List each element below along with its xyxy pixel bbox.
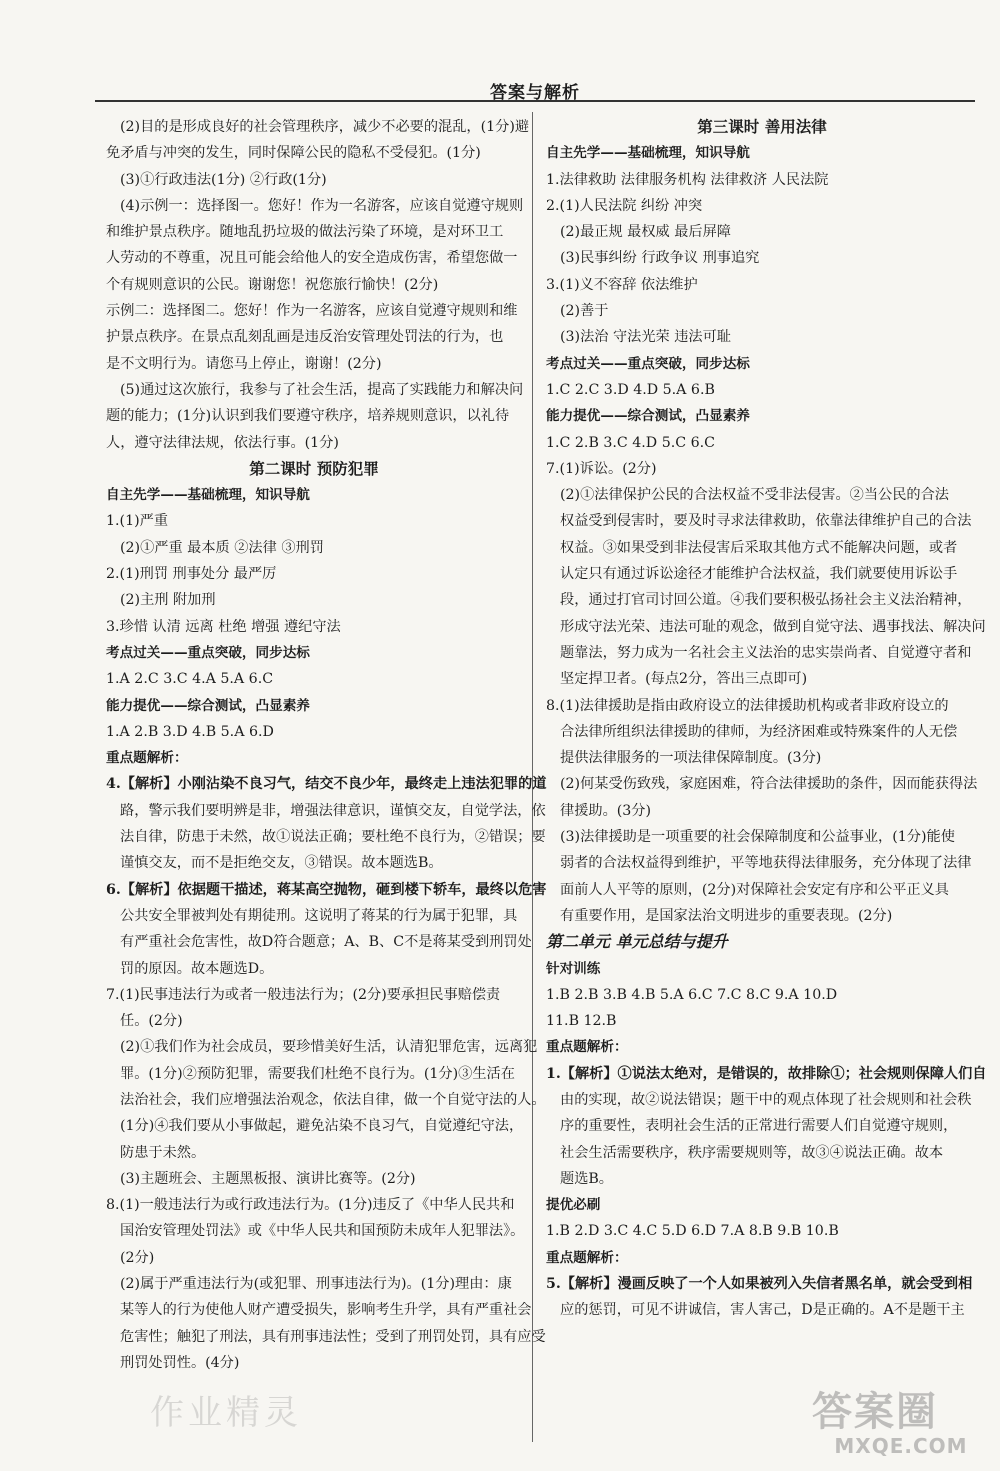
header-title: 答案与解析 [490,83,580,103]
text-line: 合法律所组织法律援助的律师，为经济困难或特殊案件的人无偿 [560,723,958,740]
text-line: 个有规则意识的公民。谢谢您！祝您旅行愉快！(2分) [106,276,439,293]
text-line: 危害性；触犯了刑法，具有刑事违法性；受到了刑罚处罚，具有应受 [120,1328,546,1345]
text-line: 第三课时 善用法律 [697,118,827,136]
text-line: 1.C 2.C 3.D 4.D 5.A 6.B [546,381,715,398]
text-line: 1.B 2.B 3.B 4.B 5.A 6.C 7.C 8.C 9.A 10.D [546,986,838,1003]
text-line: 第二单元 单元总结与提升 [546,932,728,952]
text-line: (2)目的是形成良好的社会管理秩序，减少不必要的混乱，(1分)避 [120,119,530,135]
text-line: (1分)④我们要从小事做起，避免沾染不良习气，自觉遵纪守法， [120,1118,524,1135]
text-line: (2)善于 [560,303,609,320]
text-line: 重点题解析： [106,750,188,767]
text-line: 2.(1)人民法院 纠纷 冲突 [546,197,703,214]
text-line: 5.【解析】漫画反映了一个人如果被列入失信者黑名单，就会受到相 [546,1276,973,1293]
text-line: (3)法治 守法光荣 违法可耻 [560,329,731,346]
text-line: (2)何某受伤致残，家庭困难，符合法律援助的条件，因而能获得法 [560,776,978,793]
text-line: 人，遵守法律法规，依法行事。(1分) [106,434,339,451]
text-line: 考点过关——重点突破，同步达标 [106,644,310,661]
watermark-logo [812,1390,990,1466]
text-line: 示例二：选择图二。您好！作为一名游客，应该自觉遵守规则和维 [106,303,518,320]
text-line: 权益。③如果受到非法侵害后采取其他方式不能解决问题，或者 [560,539,958,556]
text-line: 1.【解析】①说法太绝对，是错误的，故排除①；社会规则保障人们自 [546,1065,987,1082]
text-line: 认定只有通过诉讼途径才能维护合法权益，我们就要使用诉讼手 [560,566,958,583]
text-line: 重点题解析： [546,1249,628,1266]
text-line: 1.A 2.B 3.D 4.B 5.A 6.D [106,723,274,740]
text-line: 国治安管理处罚法》或《中华人民共和国预防未成年人犯罪法》。 [120,1223,525,1240]
text-line: 第二课时 预防犯罪 [249,459,379,478]
text-line: 法治社会，我们应增强法治观念，依法自律，做一个自觉守法的人。 [120,1091,546,1108]
text-line: 和维护景点秩序。随地乱扔垃圾的做法污染了环境，是对环卫工 [106,224,504,241]
text-line: 人劳动的不尊重，况且可能会给他人的安全造成伤害，希望您做一 [106,250,518,267]
text-line: 法自律，防患于未然，故①说法正确；要杜绝不良行为，②错误；要 [120,829,546,846]
text-line: 7.(1)民事违法行为或者一般违法行为；(2分)要承担民事赔偿责 [106,986,501,1003]
text-line: 提优必刷 [546,1197,601,1214]
text-line: 有严重社会危害性，故D符合题意；A、B、C不是蒋某受到刑罚处 [120,934,532,951]
text-line: 罚的原因。故本题选D。 [120,960,274,977]
text-line: 有重要作用，是国家法治文明进步的重要表现。(2分) [560,907,893,924]
text-line: (2)①法律保护公民的合法权益不受非法侵害。②当公民的合法 [560,487,949,504]
text-line: (3)①行政违法(1分) ②行政(1分) [120,171,327,188]
text-line: (2)主刑 附加刑 [120,592,216,609]
text-line: 防患于未然。 [120,1144,206,1161]
text-line: (2)①严重 最本质 ②法律 ③刑罚 [120,539,324,556]
text-line: 针对训练 [546,960,601,977]
text-line: 4.【解析】小刚沾染不良习气，结交不良少年，最终走上违法犯罪的道 [106,776,547,793]
page-header [95,78,975,102]
text-line: (5)通过这次旅行，我参与了社会生活，提高了实践能力和解决问 [120,381,524,398]
text-line: (3)法律援助是一项重要的社会保障制度和公益事业，(1分)能使 [560,829,955,846]
text-line: 谨慎交友，而不是拒绝交友，③错误。故本题选B。 [120,855,443,872]
text-line: 任。(2分) [120,1013,183,1030]
text-line: 题靠法，努力成为一名社会主义法治的忠实崇尚者、自觉遵守者和 [560,644,972,661]
text-line: 护景点秩序。在景点乱刻乱画是违反治安管理处罚法的行为，也 [106,329,504,346]
text-line: 题的能力；(1分)认识到我们要遵守秩序，培养规则意识，以礼待 [106,408,510,425]
text-line: (2分) [120,1249,155,1266]
text-line: 1.(1)严重 [106,513,169,530]
text-line: 考点过关——重点突破，同步达标 [546,355,750,372]
right-column [546,114,987,1324]
text-line: 1.C 2.B 3.C 4.D 5.C 6.C [546,434,715,451]
text-line: 3.珍惜 认清 远离 杜绝 增强 遵纪守法 [106,618,341,635]
text-line: 面前人人平等的原则，(2分)对保障社会安定有序和公平正义具 [560,881,949,898]
watermark-text: 作业精灵 [150,1393,302,1433]
text-line: 8.(1)一般违法行为或行政违法行为。(1分)违反了《中华人民共和 [106,1197,515,1214]
text-line: 权益受到侵害时，要及时寻求法律救助，依靠法律维护自己的合法 [560,513,972,530]
text-line: 由的实现，故②说法错误；题干中的观点体现了社会规则和社会秩 [560,1091,972,1108]
text-line: (3)民事纠纷 行政争议 刑事追究 [560,250,760,267]
text-line: 公共安全罪被判处有期徒刑。这说明了蒋某的行为属于犯罪，具 [120,907,518,924]
text-line: 坚定捍卫者。(每点2分，答出三点即可) [560,671,808,688]
text-line: 11.B 12.B [546,1013,617,1030]
text-line: 自主先学——基础梳理，知识导航 [546,145,750,162]
watermark-logo-title: 答案圈 [812,1389,938,1435]
text-line: 1.B 2.D 3.C 4.C 5.D 6.D 7.A 8.B 9.B 10.B [546,1223,839,1240]
text-line: 1.A 2.C 3.C 4.A 5.A 6.C [106,671,274,688]
text-line: (3)主题班会、主题黑板报、演讲比赛等。(2分) [120,1170,416,1187]
text-line: 路，警示我们要明辨是非，增强法律意识，谨慎交友，自觉学法，依 [120,802,546,819]
text-line: 能力提优——综合测试，凸显素养 [106,697,310,714]
text-line: 刑罚处罚性。(4分) [120,1354,240,1371]
text-line: 8.(1)法律援助是指由政府设立的法律援助机构或者非政府设立的 [546,697,949,714]
text-line: (2)①我们作为社会成员，要珍惜美好生活，认清犯罪危害，远离犯 [120,1039,538,1056]
text-line: 7.(1)诉讼。(2分) [546,460,657,477]
text-line: 3.(1)义不容辞 依法维护 [546,276,698,293]
text-line: (4)示例一：选择图一。您好！作为一名游客，应该自觉遵守规则 [120,197,524,214]
text-line: 提供法律服务的一项法律保障制度。(3分) [560,750,822,767]
text-line: 1.法律救助 法律服务机构 法律救济 人民法院 [546,171,829,188]
text-line: 2.(1)刑罚 刑事处分 最严厉 [106,566,277,583]
text-line: 某等人的行为使他人财产遭受损失，影响考生升学，具有严重社会 [120,1302,532,1319]
text-line: (2)最正规 最权威 最后屏障 [560,224,731,241]
text-line: 形成守法光荣、违法可耻的观念，做到自觉守法、遇事找法、解决问 [560,618,986,635]
text-line: 序的重要性，表明社会生活的正常进行需要人们自觉遵守规则， [560,1118,958,1135]
text-line: 社会生活需要秩序，秩序需要规则等，故③④说法正确。故本 [560,1144,944,1161]
text-line: 重点题解析： [546,1039,628,1056]
text-line: 段，通过打官司讨回公道。④我们要积极弘扬社会主义法治精神， [560,592,972,609]
text-line: 是不文明行为。请您马上停止，谢谢！(2分) [106,355,382,372]
text-line: 律援助。(3分) [560,802,652,819]
text-line: 免矛盾与冲突的发生，同时保障公民的隐私不受侵犯。(1分) [106,145,481,162]
text-line: 弱者的合法权益得到维护，平等地获得法律服务，充分体现了法律 [560,855,972,872]
text-line: 自主先学——基础梳理，知识导航 [106,487,310,504]
text-line: 罪。(1分)②预防犯罪，需要我们杜绝不良行为。(1分)③生活在 [120,1065,515,1082]
text-line: 能力提优——综合测试，凸显素养 [546,408,750,425]
watermark-logo-url: MXQE.COM [834,1434,968,1458]
text-line: 题选B。 [560,1170,613,1187]
text-line: (2)属于严重违法行为(或犯罪、刑事违法行为)。(1分)理由：康 [120,1276,512,1293]
text-line: 6.【解析】依据题干描述，蒋某高空抛物，砸到楼下轿车，最终以危害 [106,881,547,898]
text-line: 应的惩罚，可见不讲诚信，害人害己，D是正确的。A不是题干主 [560,1302,965,1319]
left-column [106,114,547,1376]
